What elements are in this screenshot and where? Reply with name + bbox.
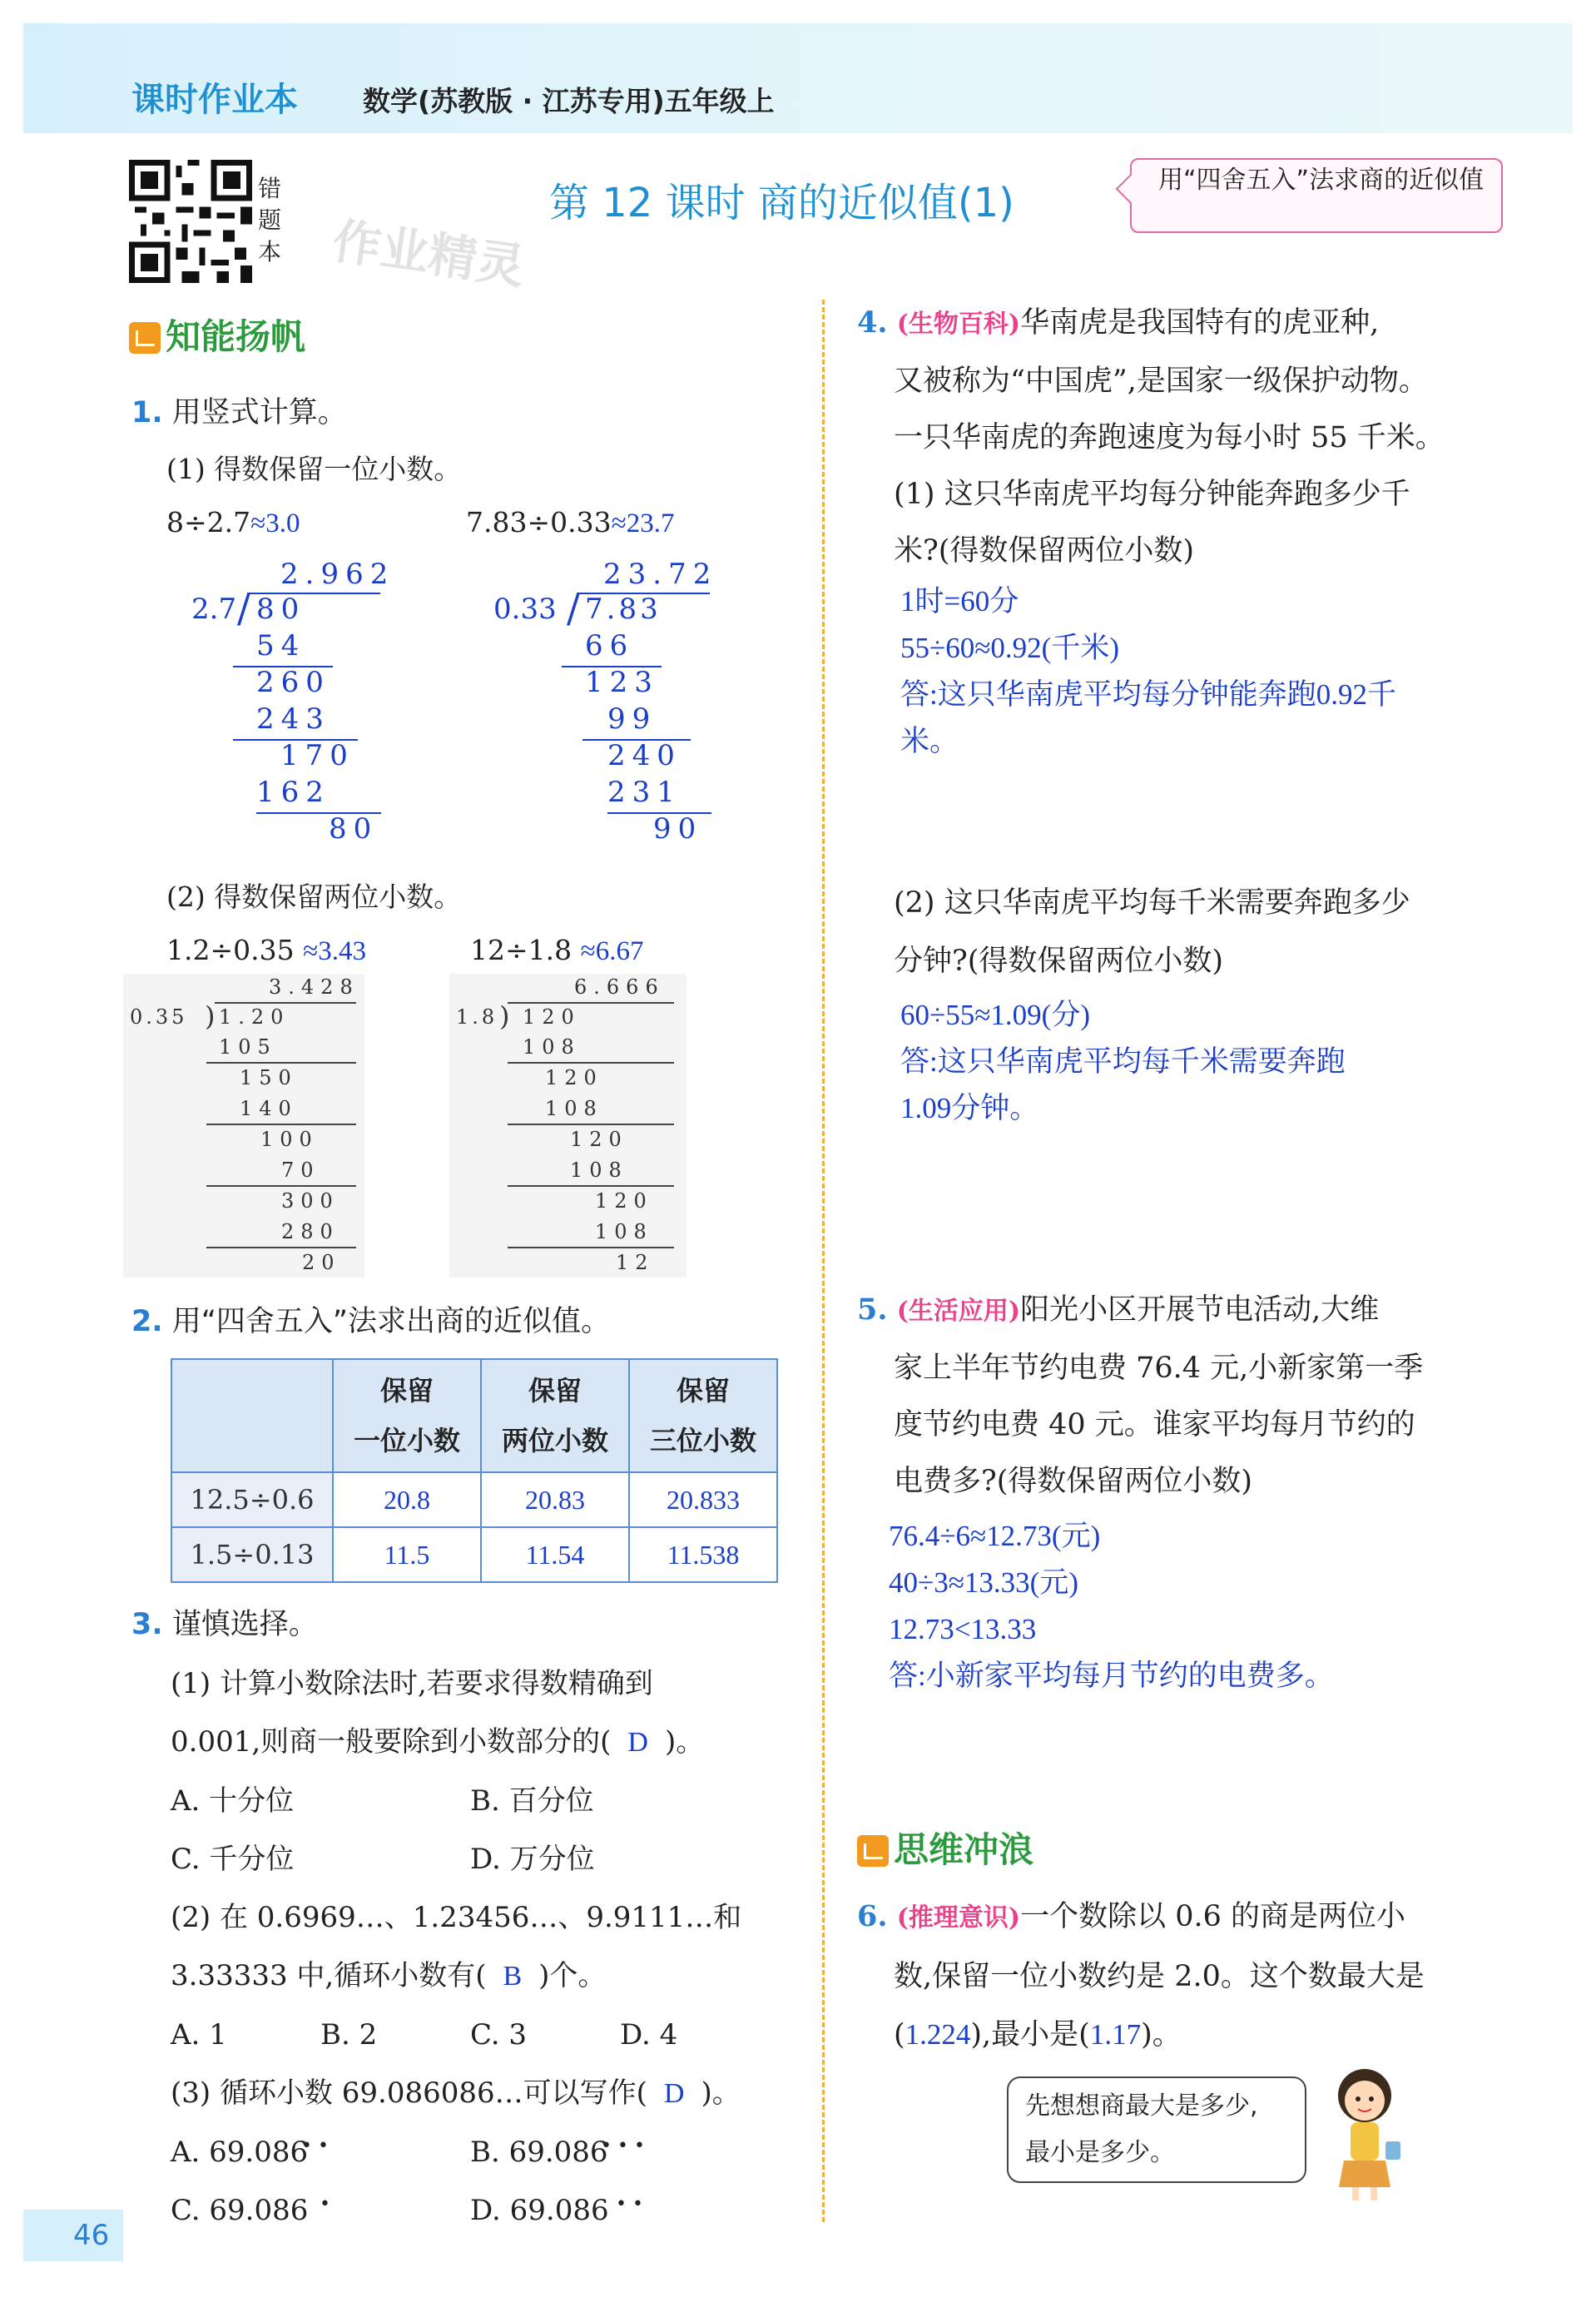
q6-block [857, 1888, 1523, 2064]
q6-paren-open: ( [894, 2018, 905, 2052]
div3-line [206, 1185, 356, 1187]
q4-part2 [894, 874, 1410, 990]
q3-sub1-options-row2 [171, 1830, 803, 1888]
q4-tag: (生物百科) [896, 310, 1021, 339]
div3-line [206, 1124, 356, 1125]
q1-part2: (2) 得数保留两位小数。 [166, 881, 462, 913]
book-brand: 课时作业本 [131, 81, 298, 119]
q4-part1-line2: 米?(得数保留两位小数) [894, 534, 1195, 568]
answer-line: 60÷55≈1.09(分) [900, 999, 1090, 1031]
q1-part1: (1) 得数保留一位小数。 [166, 453, 462, 485]
lesson-title: 第 12 课时 商的近似值(1) [549, 180, 1014, 226]
answer-line: 55÷60≈0.92(千米) [900, 632, 1119, 664]
q3-text: 谨慎选择。 [171, 1608, 318, 1641]
q4-answer1 [900, 578, 1396, 765]
q6-line1 [857, 1888, 1523, 1947]
table-header-3-b: 三位小数 [649, 1425, 756, 1456]
q5-tag: (生活应用) [896, 1297, 1021, 1326]
section-heading-1-text: 知能扬帆 [166, 316, 306, 357]
q2-text: 用“四舍五入”法求出商的近似值。 [171, 1305, 611, 1338]
table-header-1-b: 一位小数 [353, 1425, 460, 1456]
div2-bracket: / [567, 586, 580, 631]
table-header-2-b: 两位小数 [501, 1425, 608, 1456]
q6-mid: ),最小是( [970, 2018, 1090, 2052]
q1-stem [131, 389, 347, 431]
q6-end: )。 [1141, 2018, 1182, 2052]
div3-step: 140 [240, 1097, 298, 1120]
q1-number: 1. [131, 396, 163, 429]
answer-line: 12.73<13.33 [889, 1613, 1037, 1645]
table-header-1-a: 保留 [379, 1375, 434, 1407]
div4-step: 108 [545, 1097, 603, 1120]
long-division-3 [123, 974, 364, 1278]
div4-line [508, 1124, 674, 1125]
q1-answer1: ≈3.0 [250, 509, 300, 538]
option-d: D. 4 [620, 2018, 678, 2052]
lesson-tip [1130, 158, 1503, 233]
q5-text: 阳光小区开展节电活动,大维 [1020, 1293, 1380, 1327]
div1-step: 260 [256, 666, 330, 699]
q3-sub2-text: 3.33333 中,循环小数有( [171, 1959, 487, 1992]
q4-block [857, 295, 1523, 579]
table-row [171, 1472, 777, 1527]
div3-step: 70 [281, 1159, 320, 1182]
div3-dividend: 1.20 [219, 1005, 290, 1029]
hint-line: 先想想商最大是多少, [1025, 2091, 1258, 2121]
q4-answer2 [900, 992, 1346, 1132]
q6-number: 6. [857, 1899, 888, 1933]
div4-bracket: ) [499, 1000, 510, 1032]
q3-sub3-end: )。 [701, 2076, 741, 2110]
div4-step: 120 [570, 1128, 628, 1151]
repeat-dot: • • [616, 2194, 643, 2215]
q4-part1-line1: (1) 这只华南虎平均每分钟能奔跑多少千 [894, 478, 1410, 511]
div4-step: 108 [523, 1035, 581, 1059]
option-a: A. 1 [171, 2018, 227, 2052]
q1-expr1 [166, 506, 300, 539]
div3-step: 105 [219, 1035, 277, 1059]
div3-divisor: 0.35 [130, 1005, 188, 1029]
div4-line [508, 1247, 674, 1248]
option-b: B. 百分位 [470, 1784, 594, 1818]
div4-step: 12 [616, 1251, 655, 1274]
div4-step: 120 [595, 1189, 653, 1213]
q1-expr4 [470, 934, 644, 967]
div4-bar [508, 1002, 674, 1004]
q6-text: 一个数除以 0.6 的商是两位小 [1020, 1900, 1405, 1933]
q3-sub1-line1: (1) 计算小数除法时,若要求得数精确到 [171, 1667, 653, 1700]
q2-table [171, 1358, 778, 1583]
div1-step: 54 [256, 629, 306, 662]
hint-line: 最小是多少。 [1025, 2138, 1175, 2167]
long-division-4 [449, 974, 686, 1278]
q3-sub2-answer: B [503, 1961, 523, 1992]
q4-line2: 又被称为“中国虎”,是国家一级保护动物。 [894, 365, 1428, 398]
table-cell: 11.538 [629, 1527, 777, 1582]
table-header-3-a: 保留 [676, 1375, 730, 1407]
q1-expr2 [466, 506, 674, 539]
answer-line: 答:小新家平均每月节约的电费多。 [889, 1660, 1334, 1692]
table-header-2-a: 保留 [528, 1375, 582, 1407]
table-row-expr: 1.5÷0.13 [171, 1527, 333, 1582]
div2-divisor: 0.33 [493, 593, 557, 626]
hint-bubble [1007, 2076, 1306, 2183]
q3-sub2-line2 [171, 1947, 803, 2006]
q5-line4: 电费多?(得数保留两位小数) [894, 1465, 1253, 1498]
answer-line: 1时=60分 [900, 585, 1019, 618]
section-heading-2 [857, 1823, 1033, 1873]
div2-step: 240 [607, 739, 682, 772]
answer-line: 答:这只华南虎平均每千米需要奔跑 [900, 1045, 1346, 1078]
div4-line [508, 1062, 674, 1064]
div2-quotient: 23.72 [603, 558, 718, 591]
answer-line: 76.4÷6≈12.73(元) [889, 1520, 1101, 1552]
q5-line1 [857, 1282, 1523, 1340]
repeat-dot: • • [301, 2136, 329, 2156]
div3-step: 280 [281, 1220, 340, 1243]
div3-step: 20 [302, 1251, 341, 1274]
q1-text: 用竖式计算。 [171, 396, 347, 429]
div3-step: 150 [240, 1066, 298, 1089]
q4-part2-line1: (2) 这只华南虎平均每千米需要奔跑多少 [894, 886, 1410, 920]
div1-dividend: 80 [256, 593, 306, 626]
div3-bracket: ) [205, 1000, 216, 1032]
option-d: D. 万分位 [470, 1843, 595, 1876]
option-b: B. 2 [320, 2018, 378, 2052]
q3-sub1-options-row1 [171, 1772, 803, 1830]
q1-expr1-text: 8÷2.7 [166, 506, 251, 538]
q5-block [857, 1282, 1523, 1510]
div3-step: 100 [260, 1128, 319, 1151]
q3-sub1-answer: D [627, 1727, 648, 1758]
book-subtitle: 数学(苏教版 · 江苏专用)五年级上 [363, 85, 775, 117]
answer-line: 米。 [900, 725, 959, 757]
option-c: C. 3 [470, 2018, 528, 2052]
qr-code-icon[interactable] [129, 160, 252, 283]
q1-answer4: ≈6.67 [580, 936, 644, 966]
table-cell: 20.833 [629, 1472, 777, 1527]
q5-number: 5. [857, 1292, 888, 1327]
table-cell: 11.54 [481, 1527, 629, 1582]
table-header-3 [629, 1359, 777, 1472]
q1-answer2: ≈23.7 [611, 509, 675, 538]
flag-icon [129, 322, 161, 354]
div3-step: 300 [281, 1189, 340, 1213]
q1-answer3: ≈3.43 [303, 936, 366, 966]
long-division-1 [187, 558, 395, 857]
div2-dividend: 7.83 [585, 593, 662, 626]
answer-line: 1.09分钟。 [900, 1092, 1039, 1124]
div1-step: 80 [329, 812, 379, 846]
column-divider [822, 300, 825, 2222]
table-row [171, 1527, 777, 1582]
div3-bar [215, 1002, 356, 1004]
q3-sub3-options-row2 [171, 2181, 803, 2240]
q3-sub1-end: )。 [664, 1725, 705, 1759]
girl-illustration-icon [1319, 2062, 1410, 2204]
div3-line [206, 1247, 356, 1248]
qr-label: 错题本 [258, 175, 282, 265]
long-division-2 [487, 558, 718, 857]
q5-line2: 家上半年节约电费 76.4 元,小新家第一季 [894, 1352, 1424, 1385]
q6-tag: (推理意识) [896, 1903, 1021, 1933]
table-cell: 20.8 [333, 1472, 481, 1527]
section-heading-2-text: 思维冲浪 [894, 1829, 1034, 1870]
div4-step: 108 [570, 1159, 628, 1182]
q1-expr3-text: 1.2÷0.35 [166, 934, 295, 966]
div2-step: 123 [585, 666, 659, 699]
q3-sub1-line2 [171, 1713, 803, 1772]
q4-line3: 一只华南虎的奔跑速度为每小时 55 千米。 [894, 421, 1445, 454]
table-header-1 [333, 1359, 481, 1472]
q3-sub3-text: (3) 循环小数 69.086086…可以写作( [171, 2076, 647, 2110]
answer-line: 40÷3≈13.33(元) [889, 1566, 1078, 1599]
div4-line [508, 1185, 674, 1187]
lesson-tip-text: 用“四舍五入”法求商的近似值 [1158, 166, 1484, 195]
option-b: B. 69.086 [470, 2136, 608, 2169]
q6-line3 [857, 2006, 1523, 2064]
q4-line1 [857, 295, 1523, 353]
div2-step: 99 [607, 702, 657, 736]
option-a: A. 十分位 [171, 1784, 295, 1818]
div2-step: 90 [653, 812, 703, 846]
q4-text: 华南虎是我国特有的虎亚种, [1020, 306, 1380, 340]
div1-bracket: / [237, 586, 250, 631]
div4-step: 120 [545, 1066, 603, 1089]
q1-expr2-text: 7.83÷0.33 [466, 506, 612, 538]
section-heading-1 [129, 310, 305, 360]
q6-answer-max: 1.224 [905, 2018, 971, 2051]
option-a: A. 69.086 [171, 2136, 309, 2169]
option-c: C. 千分位 [171, 1843, 295, 1876]
q3-sub3-options-row1 [171, 2123, 803, 2181]
div3-quotient: 3.428 [269, 975, 359, 999]
div1-divisor: 2.7 [191, 593, 237, 626]
q3-stem [131, 1601, 318, 1643]
div1-step: 170 [280, 739, 354, 772]
q1-expr3 [166, 934, 366, 967]
q5-answer [889, 1513, 1334, 1699]
q4-number: 4. [857, 305, 888, 340]
div1-quotient: 2.962 [280, 558, 395, 591]
q3-sub2-options [171, 2006, 803, 2064]
table-cell: 11.5 [333, 1527, 481, 1582]
page-number: 46 [23, 2210, 123, 2261]
div2-step: 231 [607, 776, 682, 809]
div4-dividend: 120 [523, 1005, 581, 1029]
option-c: C. 69.086 [171, 2194, 309, 2227]
div4-divisor: 1.8 [456, 1005, 498, 1029]
div4-step: 108 [595, 1220, 653, 1243]
table-row-expr: 12.5÷0.6 [171, 1472, 333, 1527]
repeat-dot: • [320, 2194, 330, 2215]
div1-step: 162 [256, 776, 330, 809]
table-header-2 [481, 1359, 629, 1472]
q1-expr4-text: 12÷1.8 [470, 934, 572, 966]
div2-step: 66 [585, 629, 635, 662]
q2-number: 2. [131, 1305, 163, 1338]
q2-stem [131, 1298, 610, 1340]
q3-sub1-text: 0.001,则商一般要除到小数部分的( [171, 1725, 612, 1759]
q3-sub3-line1 [171, 2064, 803, 2123]
q3-sub3-answer: D [663, 2078, 685, 2109]
q5-line3: 度节约电费 40 元。谁家平均每月节约的 [894, 1408, 1415, 1441]
q6-answer-min: 1.17 [1089, 2018, 1142, 2051]
q3-block [171, 1655, 803, 2240]
div4-quotient: 6.666 [574, 975, 665, 999]
answer-line: 答:这只华南虎平均每分钟能奔跑0.92千 [900, 678, 1396, 711]
table-cell: 20.83 [481, 1472, 629, 1527]
q6-line2: 数,保留一位小数约是 2.0。这个数最大是 [894, 1960, 1425, 1993]
wave-icon [857, 1835, 889, 1867]
q3-sub2-line1: (2) 在 0.6969…、1.23456…、9.9111…和 [171, 1901, 742, 1934]
div3-line [206, 1062, 356, 1064]
div1-step: 243 [256, 702, 330, 736]
q3-number: 3. [131, 1608, 163, 1641]
table-corner [171, 1359, 333, 1472]
q4-part2-line2: 分钟?(得数保留两位小数) [894, 945, 1224, 978]
q3-sub2-end: )个。 [538, 1959, 607, 1992]
option-d: D. 69.086 [470, 2194, 609, 2227]
watermark: 作业精灵 [329, 212, 528, 295]
repeat-dot: • • • [601, 2136, 645, 2156]
